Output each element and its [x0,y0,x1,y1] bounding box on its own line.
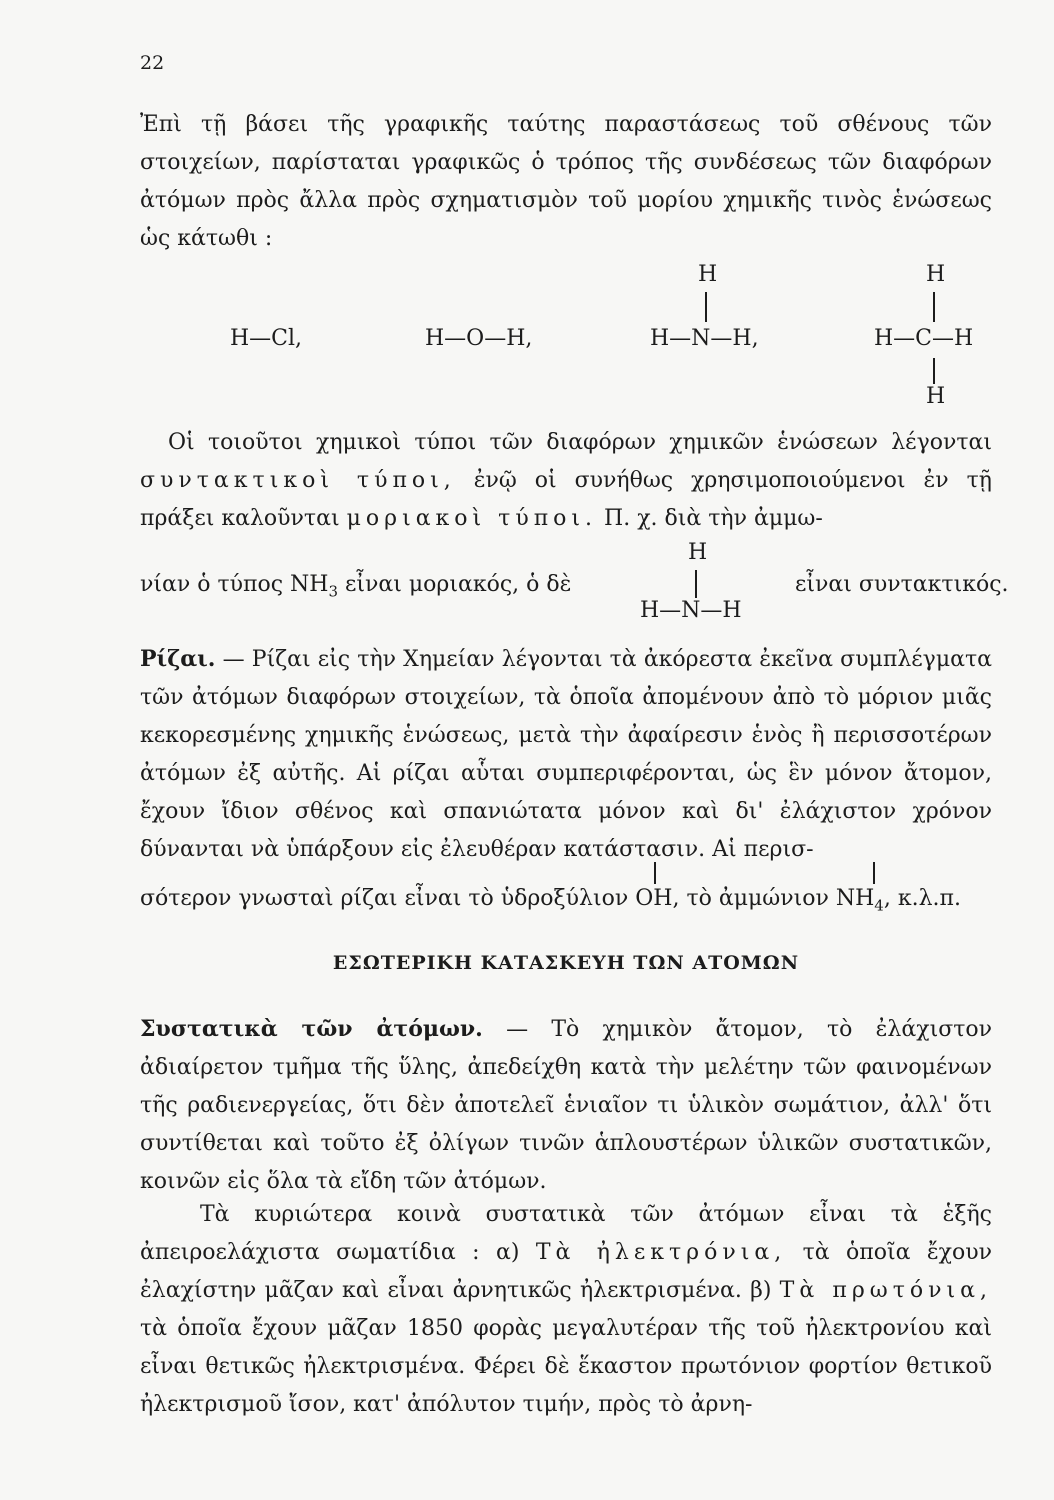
syntactic-types-term: συντακτικοὶ τύποι, [140,468,456,493]
radical-bond-nh4 [873,862,875,884]
radicals-paragraph [140,640,992,869]
types-text-3: Π. χ. διὰ τὴν ἀμμω- [604,506,823,531]
radicals-title: Ρίζαι. [140,646,216,672]
section-heading: ΕΣΩΤΕΡΙΚΗ ΚΑΤΑΣΚΕΥΗ ΤΩΝ ΑΤΟΜΩΝ [332,952,800,974]
bond-line [933,358,935,384]
formula-methane: H—C—H [874,326,974,351]
formula-methane-top-h: H [926,262,946,287]
ammonia-line-left: νίαν ὁ τύπος $NH_3$ εἶναι μοριακός, ὁ δὲ [140,572,572,601]
constituents-text: — Τὸ χημικὸν ἄτομον, τὸ ἐλάχιστον ἀδιαίρετον τμῆμα τῆς ὕλης, ἀπεδείχθη κατὰ τὴν μελέτην τῶν φαινομένων τῆς ραδιενεργείας, ὅτι δὲν ἀποτελεῖ ἑνιαῖον τι ὑλικὸν σωμάτιον, ἀλλ' ὅτι συντίθεται καὶ τοῦτο ἐξ ὀλίγων τινῶν ἁπλουστέρων ὑλικῶν συστατικῶν, κοινῶν εἰς ὅλα τὰ εἴδη τῶν ἀτόμων. [140,1017,992,1194]
common-text-1: Τὰ κυριώτερα κοινὰ συστατικὰ τῶν ἀτόμων εἶναι τὰ ἑξῆς ἀπειροελάχιστα σωματίδια : α) [140,1202,992,1265]
electrons-term: Τὰ ἠλεκτρόνια, [535,1240,787,1265]
molecular-types-term: μοριακοὶ τύποι. [346,506,598,531]
formula-ammonia: H—N—H, [650,326,759,351]
formula-methane-bottom-h: H [926,384,946,409]
ammonia-line-right: εἶναι συντακτικός. [795,572,1009,597]
types-text-2: ἐνῷ οἱ συνήθως χρησιμοποιούμενοι ἐν τῇ πράξει καλοῦνται [140,468,992,531]
common-text-3: τὰ ὁποῖα ἔχουν μᾶζαν 1850 φορὰς μεγαλυτέραν τῆς τοῦ ἠλεκτρονίου καὶ εἶναι θετικῶς ἠλεκτρισμένα. Φέρει δὲ ἕκαστον πρωτόνιον φορτίον θετικοῦ ἠλεκτρισμοῦ ἴσον, κατ' ἀπόλυτον τιμήν, πρὸς τὸ ἀρνη- [140,1316,992,1417]
bond-line [933,292,935,322]
intro-paragraph: Ἐπὶ τῇ βάσει τῆς γραφικῆς ταύτης παραστάσεως τοῦ σθένους τῶν στοιχείων, παρίσταται γραφικῶς ὁ τρόπος τῆς συνδέσεως τῶν διαφόρων ἀτόμων πρὸς ἄλλα πρὸς σχηματισμὸν τοῦ μορίου χημικῆς τινὸς ἑνώσεως ὡς κάτωθι : [140,112,992,251]
ammonia-inline-top-h: H [688,540,708,565]
bond-line [705,292,707,322]
bond-line [695,570,697,598]
ammonia-inline-formula: H—N—H [640,598,742,623]
page-number: 22 [140,52,165,74]
radicals-text: — Ρίζαι εἰς τὴν Χημείαν λέγονται τὰ ἀκόρεστα ἐκεῖνα συμπλέγματα τῶν ἀτόμων διαφόρων στοιχείων, τὰ ὁποῖα ἀπομένουν ἀπὸ τὸ μόριον μιᾶς κεκορεσμένης χημικῆς ἑνώσεως, μετὰ τὴν ἀφαίρεσιν ἑνὸς ἢ περισσοτέρων ἀτόμων ἐξ αὐτῆς. Αἱ ρίζαι αὗται συμπεριφέρονται, ὡς ἓν μόνον ἄτομον, ἔχουν ἴδιον σθένος καὶ σπανιώτατα μόνον καὶ δι' ἐλάχιστον χρόνον δύνανται νὰ ὑπάρξουν εἰς ἐλευθέραν κατάστασιν. Αἱ περισ- [140,647,992,862]
formula-hcl: H—Cl, [230,326,303,351]
constituents-paragraph [140,1010,992,1201]
hydroxyl-radical: OH [635,886,673,911]
constituents-title: Συστατικὰ τῶν ἀτόμων. [140,1016,483,1042]
types-paragraph [140,424,992,538]
common-paragraph [140,1196,992,1424]
radicals-last-line: σότερον γνωσταὶ ρίζαι εἶναι τὸ ὑδροξύλιον OH, τὸ ἀμμώνιον $NH_4$, κ.λ.π. [140,886,961,915]
ammonium-radical: NH [835,886,875,911]
formula-water: H—O—H, [425,326,533,351]
radical-bond-oh [654,862,656,884]
types-text-1: Οἱ τοιοῦτοι χημικοὶ τύποι τῶν διαφόρων χημικῶν ἑνώσεων λέγονται [168,430,992,455]
formula-ammonia-top-h: H [698,262,718,287]
common-text-2: τὰ ὁποῖα ἔχουν ἐλαχίστην μᾶζαν καὶ εἶναι ἀρνητικῶς ἠλεκτρισμένα. β) [140,1240,993,1303]
protons-term: Τὰ πρωτόνια, [779,1278,993,1303]
